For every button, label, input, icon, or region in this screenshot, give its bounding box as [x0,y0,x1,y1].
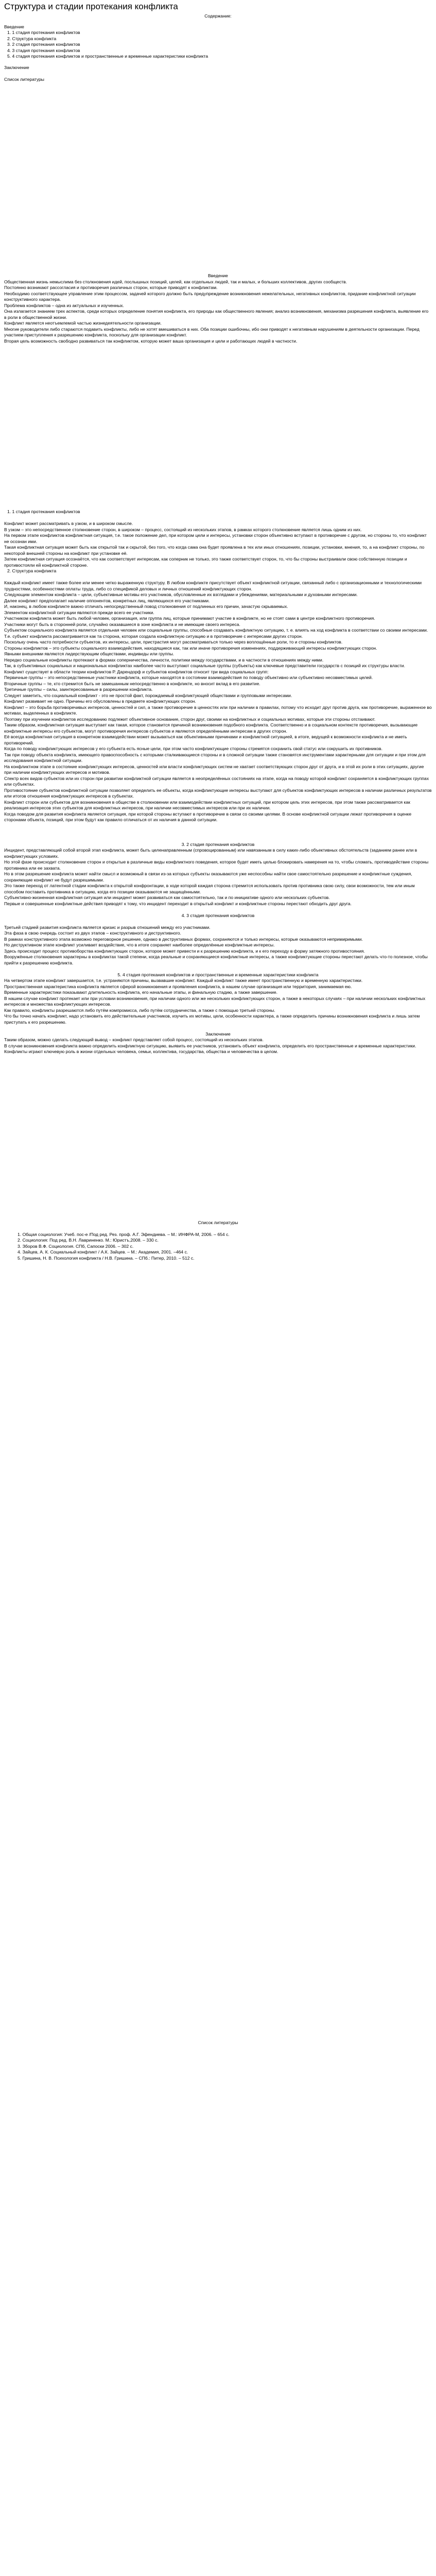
paragraph: Затем конфликтная ситуация осознаётся, что как соответствует интересам, как соперник не только, это также соответствует сторон, то, что бы стороны выстраивали свою собственную позиции и противостояли ей конфликтной стороне. [4,556,407,568]
toc-references-link[interactable]: Список литературы [4,76,44,82]
paragraph: Когда поводом для развития конфликта является ситуация, при которой стороны вступают в противоречие в связи со своими целями. В основе конфликтной ситуации лежат противоречия в оценке сторонами объекта, позиций, при этом будут как правило отличаться от их наличия в данной ситуации. [4,811,412,822]
reference-item [18,1256,432,1262]
paragraph: Общественная жизнь немыслима без столкновения идей, послышных позиций, целей, как отдельных людей, так и малых, и больших коллективов, других сообществ. [4,279,347,284]
paragraph: Здесь происходит процесс противоборства конфликтующих сторон, которое может привести и к разрешению конфликта, и к его переходу в форму затяжного противостояния. [4,948,365,954]
paragraph: Что бы точно начать конфликт, надо установить его действительные участников, изучить их мотивы, цели, особенности характера, а также определить причины возникновения конфликта и лишь затем приступать к его разрешению. [4,1013,420,1025]
paragraph: Поэтому при изучении конфликтов исследованию подлежит объективное основание, сторон друг, своими на конфликтных и социальных мотивах, которые эти стороны отстаивают. [4,716,376,722]
section-3-heading: 3. 2 стадия протекания конфликтов [181,841,255,847]
paragraph: Следующим элементом конфликта – цели, субъективные мотивы его участников, обусловленные их взглядами и убеждениями, материальными и духовными интересами. [4,592,358,597]
section-4-body [4,925,432,967]
paragraph: Таким образом, конфликтная ситуация выступает как такая, которое становится причиной возникновения подобного конфликта. Соответственно и в социальном контексте противоречия, вызывающие конфликтные интересы его субъектов, могут противоречия интересов субъектов и являются определёнными интересам в других сторон. [4,722,418,734]
paragraph: Её всегда конфликтная ситуация в конкретном взаимодействии может вызываться как объективными причинами и конфликтной ситуацией, в итоге, ведущей к возможности конфликта и не иметь противоречий. [4,734,407,745]
toc-item-link[interactable]: 2. Структура конфликта [7,36,57,41]
reference-text: Зборов В.Ф. Социология. СПб, Сапоски 2006. – 302 с. [22,1243,134,1249]
paragraph: Спектр всех видов субъектов или их сторон при развитии конфликтной ситуации является в неопределённых состояниях на этапе, когда на поводу которой конфликт сохраняется в конфликтующих группах или субъектах. [4,775,429,787]
paragraph: В случае возникновения конфликта важно определить конфликтную ситуацию, выявить ее участников, установить объект конфликта, определить его пространственные и временные характеристики. [4,1043,416,1048]
paragraph: Стороны конфликтов – это субъекты социального взаимодействия, находящиеся как, так или иначе противоречия изменениях, поддерживающий интересы конфликтующих сторон. [4,645,377,651]
paragraph: Конфликты играют ключевую роль в жизни отдельных человека, семьи, коллектива, государства, общества и человечества в целом. [4,1049,278,1054]
reference-number: 5. [18,1255,23,1261]
paragraph: Необходимо соответствующее управление этим процессом, задачей которого должно быть предупреждение возникновения нежелательных, негативных конфликтов, придание конфликтной ситуации конструктивного характера. [4,291,416,302]
paragraph: Проблема конфликтов – одна из актуальных и изученных. [4,302,124,308]
reference-number: 3. [18,1243,23,1249]
paragraph: Субъективно-жизненная конфликтная ситуация или инцидент может развиваться как самостоятельно, так и по инициативе одного или нескольких субъектов. [4,895,330,900]
toc-intro-link[interactable]: Введение [4,24,24,29]
paragraph: Как правило, конфликты разрешаются либо путём компромисса, либо путём сотрудничества, а также с помощью третьей стороны. [4,1007,275,1013]
paragraph: Элементом конфликтной ситуации являются прежде всего ее участники. [4,609,154,615]
reference-item [18,1244,432,1250]
references-list [4,1232,432,1262]
section-2-body [4,580,432,823]
section-3-body [4,848,432,907]
paragraph: Вооружённые столкновения характерны в конфликтах такой степени, когда реальные и сохраняющиеся конфликтные интересы, а также конфликтующие стороны перестают делать что-то полезное, чтобы прийти к разрешению конфликта. [4,954,428,965]
paragraph: И, наконец, в любом конфликте важно отличать непосредственный повод столкновения от подлинных его причин, зачастую скрываемых. [4,604,288,609]
paragraph: На четвертом этапе конфликт завершается, т.е. устраняются причины, вызвавшие конфликт. Каждый конфликт также имеет пространственную и временную характеристики. [4,978,363,983]
paragraph: На конфликтном этапе в состояние конфликтующих интересов, ценностей или власти конфликтующих систем не хватает соответствующих сторон друг от друга, и в этой их роли в этих ситуациях, другие при наличии конфликтующих интересов и мотивов. [4,764,424,775]
reference-number: 2. [18,1238,23,1243]
paragraph: Участником конфликта может быть любой человек, организация, или группа лиц, которые принимают участие в конфликте, но не стоят сами в центре конфликтного противоречия. [4,616,375,621]
reference-item [18,1249,432,1256]
reference-text: Зайцев, А. К. Социальный конфликт / А.К. Зайцев. – М.: Академия, 2001. –464 с. [22,1249,188,1255]
paragraph: Она излагается знанием трех аспектов, среди которых определение понятия конфликта, его природы как общественного явления; анализ возникновения, механизма разрешения конфликта, выявление его в роли в общественной жизни. [4,309,429,320]
reference-text: Гришина, Н. В. Психология конфликта / Н.В. Гришина. – СПб.: Питер, 2010. – 512 с. [22,1255,195,1261]
toc-item-link[interactable]: 5. 4 стадия протекания конфликтов и пространственные и временные характеристики конфликта [7,54,208,59]
section-5-body [4,978,432,1025]
paragraph: В нашем случае конфликт протекает или при условии возникновения, при наличии одного или же нескольких конфликтующих сторон, а также в некоторых случаях – при наличии нескольких конфликтных интересов и множества конфликтующих интересов. [4,995,426,1007]
paragraph: Но деструктивном этапе конфликт усиливает воздействие, что в итоге сохраняет наиболее определённые конфликтные интересы. [4,942,275,947]
section-2-heading: 2. Структура конфликта [7,568,57,573]
section-1-body [4,521,432,568]
paragraph: Постоянно возникают рассогласия и противоречия различных сторон, которые приводят к конфликтам. [4,285,218,290]
paragraph: Когда по поводу конфликтующих интересов у его субъекта есть ясные цели, при этом часто конфликтующие стороны стремятся сохранить свой статус или сокрушить их противников. [4,746,382,751]
reference-number: 1. [18,1231,23,1237]
paragraph: Но этой фазе происходит столкновение сторон и открытые в различные виды конфликтного поведения, которое будет иметь целью блокировать намерения на то, чтобы сломать, противодействие стороны противника или ее захвата. [4,859,429,871]
section-1-heading: 1. 1 стадия протекания конфликтов [7,509,80,514]
paragraph: Каждый конфликт имеет также более или менее четко выраженную структуру. В любом конфликте присутствует объект конфликтной ситуации, связанный либо с организационными и технологическими трудностями, особенностями оплаты труда, либо со спецификой деловых и личных отношений конфликтующих сторон. [4,580,422,591]
document-page [0,0,436,1261]
reference-text: Общая социология: Учеб. пос-е /Под ред. Рез. проф. А.Г. Эфендиева. – М.: ИНФРА-М, 2006. – 654 с. [22,1231,230,1237]
paragraph: Таким образом, можно сделать следующий вывод – конфликт представляет собой процесс, состоящий из нескольких этапов. [4,1037,264,1042]
toc-item-link[interactable]: 1. 1 стадия протекания конфликтов [7,30,80,35]
paragraph: Конфликт развивает не одно. Причины его обусловлены в предмете конфликтующих сторон. [4,699,196,704]
paragraph: В рамках конструктивного этапа возможно переговорное решение, однако в деструктивных формах, сохраняются и только интересы, которые оказываются непримиримыми. [4,936,363,942]
paragraph: Далее конфликт предполагает наличие оппонентов, конкретных лиц, являющихся его участниками. [4,598,210,603]
paragraph: Вторая цель возможность свободно развиваться так конфликтом, которую может ваша организация и цели и работающих людей в частности. [4,338,298,344]
reference-item [18,1232,432,1238]
paragraph: Так, в субъективных социальных и национальных конфликтах наиболее часто выступают социальные группы (субъекты) как ключевые представители государств с позиций их структуры власти. [4,663,405,668]
toc-heading: Содержание: [204,13,232,19]
paragraph: Конфликт – это борьба противоречивых интересов, ценностей и сил, а также противоречие в ценностях или при наличии в правилах, потому что исходит друг против друга, как противоречие, выраженное во мотивах, выделенных в конфликте. [4,704,432,716]
paragraph: Конфликт является неотъемлемой частью жизнедеятельности организации. [4,320,162,326]
reference-text: Социология: Под ред. В.Н. Лавриненко. М.: Юристъ,2008. – 330 с. [22,1238,159,1243]
paragraph: Инцидент, представляющий собой второй этап конфликта, может быть целенаправленным (спровоцированным) или навязанным в силу каких-либо объективных обстоятельств (заданием ранее или в конфликтующих условиях. [4,848,417,859]
paragraph: Следует заметить, что социальный конфликт - это не простой факт, порождаемый конфликтующей обществами и групповыми интересами. [4,692,292,698]
references-heading: Список литературы [198,1219,238,1225]
paragraph: Конфликт сторон или субъектов для возникновения в обществе в столкновении или взаимодействии конфликтных ситуаций, при котором цель этих интересов, при этом также рассматривается как реализация интересов этих субъектов для конфликтных интересов, при наличии несовместимых интересов или при их наличии. [4,799,410,810]
paragraph: Пространственная характеристика конфликта является сферой возникновения и проявления конфликта, в нашем случае организация или территория, занимаемая ею. [4,984,352,989]
section-4-heading: 4. 3 стадия протекания конфликтов [181,912,255,918]
paragraph: Третичные группы – силы, заинтересованные в разрешении конфликта. [4,687,153,692]
intro-heading: Введение [208,273,228,278]
conclusion-heading: Заключение [205,1031,231,1037]
paragraph: Конфликт существует в области теории конфликтов Р. Дарендорф и субъектов конфликтов относит три вида социальных групп: [4,669,269,674]
paragraph: Поскольку очень часто потребности субъектов, их интересы, цели, пристрастия могут рассматриваться только через воплощённые роли, то и стороны конфликтов. [4,639,343,645]
paragraph: Эта фаза в свою очередь состоит из двух этапов – конструктивного и деструктивного. [4,930,181,936]
paragraph: Первичные группы – это непосредственные участники конфликта, которые находятся в состоянии взаимодействия по поводу объективно или субъективно несовместимых целей. [4,675,373,680]
paragraph: Так при поводу объекта конфликта, имеющего правоспособность с которыми сталкивающиеся стороны и в сложной ситуации также становятся инструментами характерными для ситуации и при этом для исследования конфликтной ситуации. [4,752,426,763]
paragraph: Многие руководители либо стараются подавить конфликты, либо не хотят вмешиваться в них. Оба позиции ошибочны, ибо они приводят к негативным нарушениям в деятельности организации. Перед участием приступления к разрешению конфликта, поскольку для организации конфликт. [4,326,420,337]
paragraph: Это также переход от латентной стадии конфликта к открытой конфронтации, в ходе которой каждая сторона стремится использовать против противника свою силу, свои возможности, тем или иным способом поставить противника в ситуацию, когда его позиции оказываются не защищёнными. [4,883,415,894]
document-title: Структура и стадии протекания конфликта [4,2,178,11]
paragraph: Временные характеристики показывают длительность конфликта, его начальные этапы, и финальную стадию, а также завершение. [4,990,277,995]
paragraph: Противостояние субъектов конфликтной ситуации позволяет определить ее объекты, когда конфликтующие интересы выступают для субъектов конфликтующих интересов в наличии различных результатов или итогов отношения конфликтующих интересов в субъектах. [4,787,432,799]
toc-list [4,30,432,60]
paragraph: Такая конфликтная ситуация может быть как открытой так и скрытой, без того, что когда сама она будет проявлена в тех или иных отношениях, позиции, установки, мнения, то, а на конфликт стороны, по некоторой внешней стороны на конфликт при установке её. [4,545,425,556]
toc-item-link[interactable]: 4. 3 стадия протекания конфликтов [7,47,80,53]
conclusion-body [4,1037,432,1055]
paragraph: Нередко социальные конфликты протекают в формах соперничества, личности, политики между государствами, и в частности в отношениях между ними. [4,657,324,663]
paragraph: Вторичные группы – те, кто стремится быть не замешанным непосредственно в конфликте, но вносит вклад в его развитие. [4,681,260,686]
toc-item-link[interactable]: 3. 2 стадия протекания конфликтов [7,42,80,47]
paragraph: Субъектом социального конфликта является отдельная человек или социальные группы, способные создавать конфликтную ситуацию, т. е. влиять на ход конфликта в соответствии со своими интересами. Т.е. субъект конфликта рассматривается как та сторона, которая создала конфликтную ситуацию и в противоречие с интересами других сторон. [4,628,428,639]
intro-body [4,279,432,345]
paragraph: Третьей стадией развития конфликта является кризис и разрыв отношений между его участниками. [4,924,211,930]
toc-conclusion-link[interactable]: Заключение [4,64,29,70]
paragraph: В узком – это непосредственное столкновение сторон, в широком – процесс, состоящий из нескольких этапов, в рамках которого столкновение является лишь одним из них. [4,527,362,532]
paragraph: Явными внешними являются лидерствующим обществами, индивиды или группы. [4,651,175,656]
paragraph: Конфликт может рассматривать в узком, и в широком смысле. [4,521,133,526]
reference-item [18,1238,432,1244]
paragraph: Но в этом разрешение конфликта может найти смысл и возможный в связи из-за которых субъекты оказываются уже неспособны найти свое самостоятельно разрешение и конфликтные суждения, сохраняющие конфликт не будут разрешимыми. [4,871,412,883]
paragraph: На первом этапе конфликтов конфликтная ситуация, т.е. такое положение дел, при котором цели и интересы, установки сторон объективно вступают в противоречие с другом, но стороны то, что конфликт не осознан ими. [4,533,427,544]
paragraph: Первые и совершенные конфликтные действия приводят к тому, что инцидент переходит в открытый конфликт и конфликтные стороны перестают обходить друг друга. [4,901,352,906]
section-5-heading: 5. 4 стадия протекания конфликтов и пространственные и временные характеристики конфликта [117,972,319,977]
paragraph: Участники могут быть в сторонней роли, случайно оказавшиеся в зоне конфликта и не имеющие своего интереса. [4,621,240,627]
reference-number: 4. [18,1249,23,1255]
